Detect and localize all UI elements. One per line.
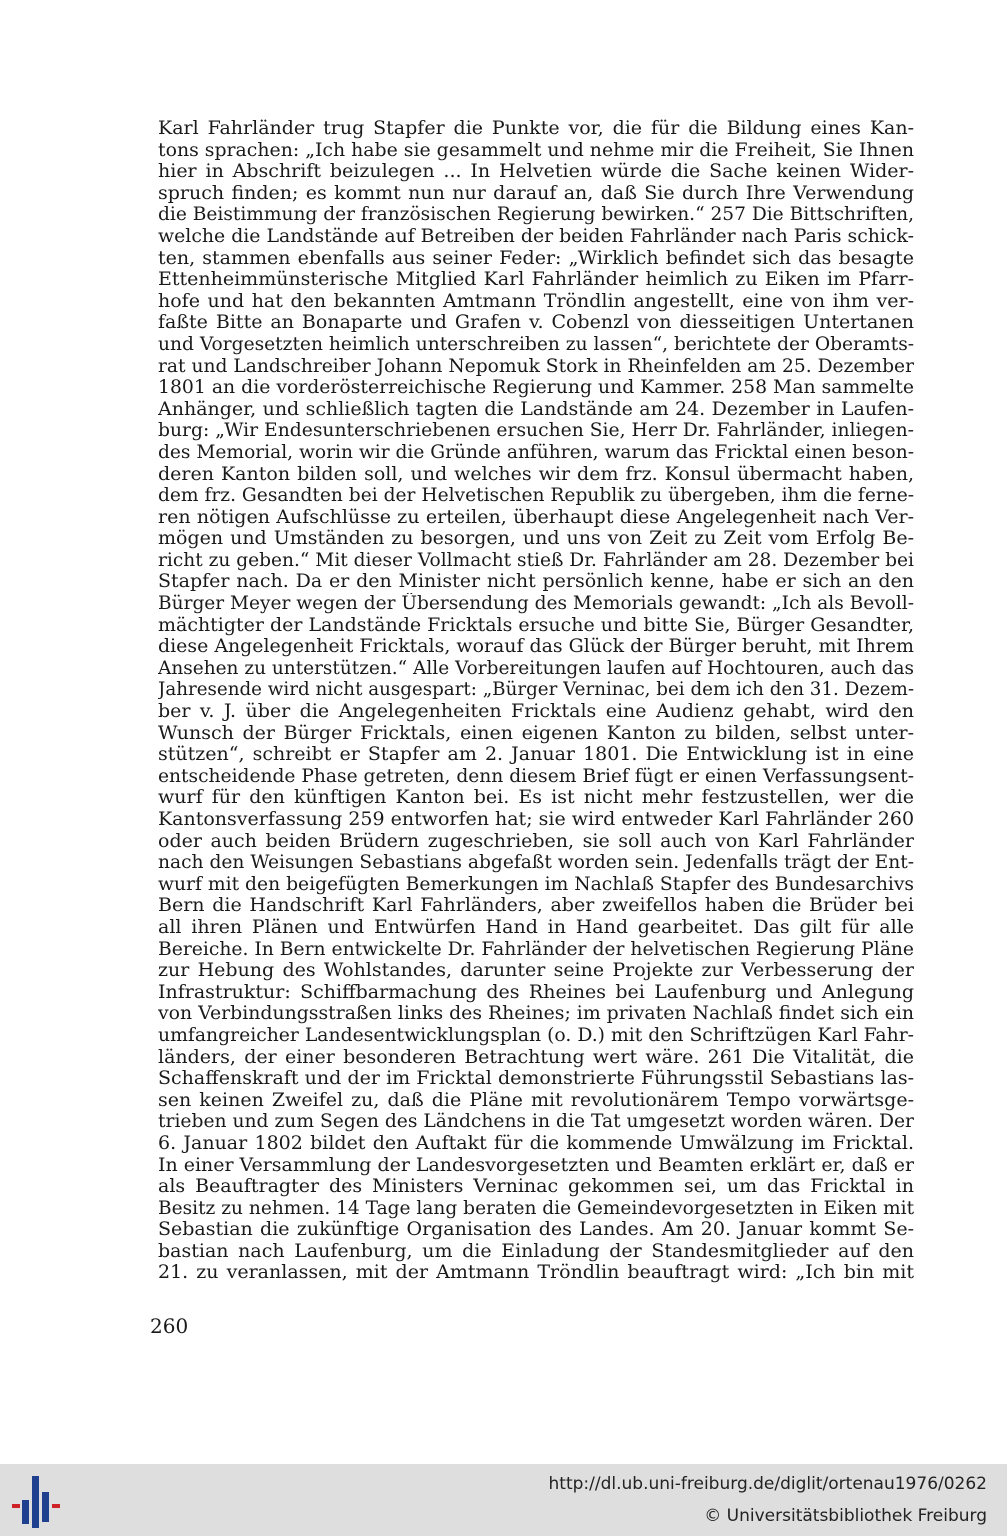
text-line: rat und Landschreiber Johann Nepomuk Stork in Rheinfelden am 25. Dezember <box>158 355 914 377</box>
text-line: tons sprachen: „Ich habe sie gesammelt und nehme mir die Freiheit, Sie Ihnen <box>158 139 914 161</box>
text-line: Bereiche. In Bern entwickelte Dr. Fahrländer der helvetischen Regierung Pläne <box>158 938 914 960</box>
text-line: als Beauftragter des Ministers Verninac gekommen sei, um das Fricktal in <box>158 1176 914 1198</box>
text-line: bastian nach Laufenburg, um die Einladung der Standesmitglieder auf den <box>158 1240 914 1262</box>
text-line: richt zu geben.“ Mit dieser Vollmacht stieß Dr. Fahrländer am 28. Dezember bei <box>158 549 914 571</box>
text-line: Wunsch der Bürger Fricktals, einen eigenen Kanton zu bilden, selbst unter- <box>158 722 914 744</box>
viewer-footer <box>0 1464 1007 1536</box>
text-line: wurf mit den beigefügten Bemerkungen im Nachlaß Stapfer des Bundesarchivs <box>158 873 914 895</box>
text-line: diese Angelegenheit Fricktals, worauf das Glück der Bürger beruht, mit Ihrem <box>158 636 914 658</box>
permalink-url[interactable]: http://dl.ub.uni-freiburg.de/diglit/ortenau1976/0262 <box>548 1474 987 1494</box>
text-line: Anhänger, und schließlich tagten die Landstände am 24. Dezember in Laufen- <box>158 398 914 420</box>
text-line: trieben und zum Segen des Ländchens in die Tat umgesetzt worden wären. Der <box>158 1111 914 1133</box>
text-line: zur Hebung des Wohlstandes, darunter seine Projekte zur Verbesserung der <box>158 960 914 982</box>
text-line: welche die Landstände auf Betreiben der beiden Fahrländer nach Paris schick- <box>158 225 914 247</box>
text-line: 1801 an die vorderösterreichische Regierung und Kammer. 258 Man sammelte <box>158 377 914 399</box>
text-line: Bern die Handschrift Karl Fahrländers, aber zweifellos haben die Brüder bei <box>158 895 914 917</box>
text-line: Ettenheimmünsterische Mitglied Karl Fahrländer heimlich zu Eiken im Pfarr- <box>158 269 914 291</box>
text-line: umfangreicher Landesentwicklungsplan (o. D.) mit den Schriftzügen Karl Fahr- <box>158 1024 914 1046</box>
text-line: nach den Weisungen Sebastians abgefaßt worden sein. Jedenfalls trägt der Ent- <box>158 852 914 874</box>
text-line: Ansehen zu unterstützen.“ Alle Vorbereitungen laufen auf Hochtouren, auch das <box>158 657 914 679</box>
text-line: faßte Bitte an Bonaparte und Grafen v. Cobenzl von diesseitigen Untertanen <box>158 312 914 334</box>
text-line: Karl Fahrländer trug Stapfer die Punkte vor, die für die Bildung eines Kan- <box>158 118 914 139</box>
text-line: ten, stammen ebenfalls aus seiner Feder: „Wirklich befindet sich das besagte <box>158 247 914 269</box>
text-line: Kantonsverfassung 259 entworfen hat; sie wird entweder Karl Fahrländer 260 <box>158 809 914 830</box>
text-line: Bürger Meyer wegen der Übersendung des Memorials gewandt: „Ich als Bevoll- <box>158 593 914 615</box>
page-number: 260 <box>150 1314 189 1338</box>
text-line: mächtigter der Landstände Fricktals ersuche und bitte Sie, Bürger Gesandter, <box>158 614 914 636</box>
text-line: ren nötigen Aufschlüsse zu erteilen, überhaupt diese Angelegenheit nach Ver- <box>158 506 914 528</box>
text-line: spruch finden; es kommt nun nur darauf an, daß Sie durch Ihre Verwendung <box>158 182 914 204</box>
body-text <box>158 118 914 1284</box>
text-line: 21. zu veranlassen, mit der Amtmann Tröndlin beauftragt wird: „Ich bin mit <box>158 1262 914 1284</box>
text-line: Stapfer nach. Da er den Minister nicht persönlich kenne, habe er sich an den <box>158 571 914 593</box>
text-line: deren Kanton bilden soll, und welches wir dem frz. Konsul übermacht haben, <box>158 463 914 485</box>
text-line: In einer Versammlung der Landesvorgesetzten und Beamten erklärt er, daß er <box>158 1154 914 1176</box>
ub-freiburg-logo-icon[interactable] <box>10 1474 66 1530</box>
text-line: 6. Januar 1802 bildet den Auftakt für die kommende Umwälzung im Fricktal. <box>158 1132 914 1154</box>
text-line: sen keinen Zweifel zu, daß die Pläne mit revolutionärem Tempo vorwärtsge- <box>158 1089 914 1111</box>
text-line: ber v. J. über die Angelegenheiten Fricktals eine Audienz gehabt, wird den <box>158 701 914 723</box>
text-line: mögen und Umständen zu besorgen, und uns von Zeit zu Zeit vom Erfolg Be- <box>158 528 914 550</box>
text-line: länders, der einer besonderen Betrachtung wert wäre. 261 Die Vitalität, die <box>158 1046 914 1068</box>
text-line: all ihren Plänen und Entwürfen Hand in Hand gearbeitet. Das gilt für alle <box>158 916 914 938</box>
text-line: burg: „Wir Endesunterschriebenen ersuchen Sie, Herr Dr. Fahrländer, inliegen- <box>158 420 914 442</box>
text-line: von Verbindungsstraßen links des Rheines; im privaten Nachlaß findet sich ein <box>158 1003 914 1025</box>
copyright-notice: © Universitätsbibliothek Freiburg <box>704 1506 987 1526</box>
text-line: hier in Abschrift beizulegen ... In Helvetien würde die Sache keinen Wider- <box>158 161 914 183</box>
text-line: Schaffenskraft und der im Fricktal demonstrierte Führungsstil Sebastians las- <box>158 1068 914 1090</box>
text-line: des Memorial, worin wir die Gründe anführen, warum das Fricktal einen beson- <box>158 441 914 463</box>
text-line: wurf für den künftigen Kanton bei. Es ist nicht mehr festzustellen, wer die <box>158 787 914 809</box>
text-line: die Beistimmung der französischen Regierung bewirken.“ 257 Die Bittschriften, <box>158 204 914 226</box>
text-line: dem frz. Gesandten bei der Helvetischen Republik zu übergeben, ihm die ferne- <box>158 485 914 507</box>
text-line: entscheidende Phase getreten, denn diesem Brief fügt er einen Verfassungsent- <box>158 765 914 787</box>
text-line: stützen“, schreibt er Stapfer am 2. Januar 1801. Die Entwicklung ist in eine <box>158 744 914 766</box>
text-line: Sebastian die zukünftige Organisation des Landes. Am 20. Januar kommt Se- <box>158 1219 914 1241</box>
text-line: hofe und hat den bekannten Amtmann Tröndlin angestellt, eine von ihm ver- <box>158 290 914 312</box>
text-line: Infrastruktur: Schiffbarmachung des Rheines bei Laufenburg und Anlegung <box>158 981 914 1003</box>
text-line: Jahresende wird nicht ausgespart: „Bürger Verninac, bei dem ich den 31. Dezem- <box>158 679 914 701</box>
text-line: Besitz zu nehmen. 14 Tage lang beraten die Gemeindevorgesetzten in Eiken mit <box>158 1197 914 1219</box>
text-line: und Vorgesetzten heimlich unterschreiben zu lassen“, berichtete der Oberamts- <box>158 333 914 355</box>
text-line: oder auch beiden Brüdern zugeschrieben, sie soll auch von Karl Fahrländer <box>158 830 914 852</box>
